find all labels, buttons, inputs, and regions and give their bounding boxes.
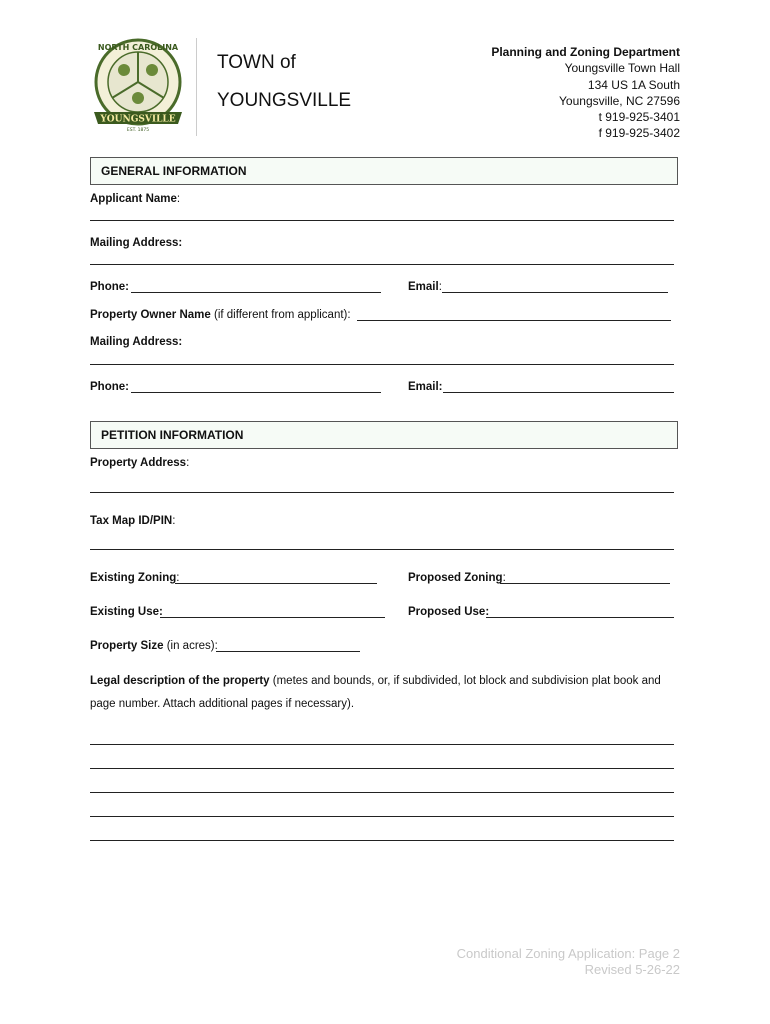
applicant-name-label: Applicant Name: xyxy=(90,193,181,205)
address-line: Youngsville, NC 27596 xyxy=(559,93,680,108)
section-title: PETITION INFORMATION xyxy=(101,428,244,442)
fax-line: f 919-925-3402 xyxy=(598,126,680,141)
legal-description-line-2[interactable] xyxy=(90,768,674,769)
property-address-label: Property Address: xyxy=(90,457,190,469)
seal-est: EST. 1875 xyxy=(126,128,150,133)
owner-mailing-address-field[interactable] xyxy=(90,364,674,365)
town-title-line1: TOWN of xyxy=(217,52,296,73)
seal-top-text: NORTH CAROLINA xyxy=(97,43,179,52)
town-title-line2: YOUNGSVILLE xyxy=(217,90,352,111)
existing-use-field[interactable] xyxy=(160,617,385,618)
tax-map-field[interactable] xyxy=(90,549,674,550)
email-field[interactable] xyxy=(442,292,668,293)
property-size-label: Property Size (in acres): xyxy=(90,640,218,652)
department-contact xyxy=(491,44,680,142)
tax-map-label: Tax Map ID/PIN: xyxy=(90,515,176,527)
existing-use-label: Existing Use: xyxy=(90,606,163,618)
proposed-zoning-field[interactable] xyxy=(500,583,670,584)
header-divider xyxy=(196,38,197,136)
owner-email-field[interactable] xyxy=(443,392,674,393)
owner-phone-label: Phone: xyxy=(90,381,129,393)
legal-description-line-3[interactable] xyxy=(90,792,674,793)
seal-banner: YOUNGSVILLE xyxy=(100,114,176,125)
phone-line: t 919-925-3401 xyxy=(598,110,680,125)
legal-description-label: Legal description of the property (metes and bounds, or, if subdivided, lot block and subdivision plat book and xyxy=(90,675,661,687)
property-owner-name-label: Property Owner Name (if different from applicant): xyxy=(90,309,351,321)
phone-label: Phone: xyxy=(90,281,129,293)
property-size-field[interactable] xyxy=(216,651,360,652)
mailing-address-field[interactable] xyxy=(90,264,674,265)
proposed-zoning-label: Proposed Zoning: xyxy=(408,572,506,584)
footer-revised-date: Revised 5-26-22 xyxy=(584,962,680,977)
applicant-name-field[interactable] xyxy=(90,220,674,221)
property-owner-name-field[interactable] xyxy=(357,320,671,321)
address-line: 134 US 1A South xyxy=(587,77,680,92)
town-seal-logo xyxy=(88,38,188,134)
legal-description-note: page number. Attach additional pages if necessary). xyxy=(90,698,355,710)
email-label: Email: xyxy=(408,281,442,293)
property-address-field[interactable] xyxy=(90,492,674,493)
department-name: Planning and Zoning Department xyxy=(491,45,680,59)
proposed-use-label: Proposed Use: xyxy=(408,606,490,618)
page-footer xyxy=(457,946,680,978)
footer-page-label: Conditional Zoning Application: Page 2 xyxy=(456,946,680,961)
petition-information-header xyxy=(90,421,678,449)
proposed-use-field[interactable] xyxy=(486,617,674,618)
mailing-address-label: Mailing Address: xyxy=(90,237,183,249)
owner-phone-field[interactable] xyxy=(131,392,381,393)
owner-mailing-address-label: Mailing Address: xyxy=(90,336,183,348)
legal-description-line-4[interactable] xyxy=(90,816,674,817)
address-line: Youngsville Town Hall xyxy=(564,61,680,76)
legal-description-line-5[interactable] xyxy=(90,840,674,841)
legal-description-line-1[interactable] xyxy=(90,744,674,745)
general-information-header xyxy=(90,157,678,185)
existing-zoning-label: Existing Zoning: xyxy=(90,572,180,584)
owner-email-label: Email: xyxy=(408,381,443,393)
section-title: GENERAL INFORMATION xyxy=(101,164,247,178)
phone-field[interactable] xyxy=(131,292,381,293)
existing-zoning-field[interactable] xyxy=(175,583,377,584)
